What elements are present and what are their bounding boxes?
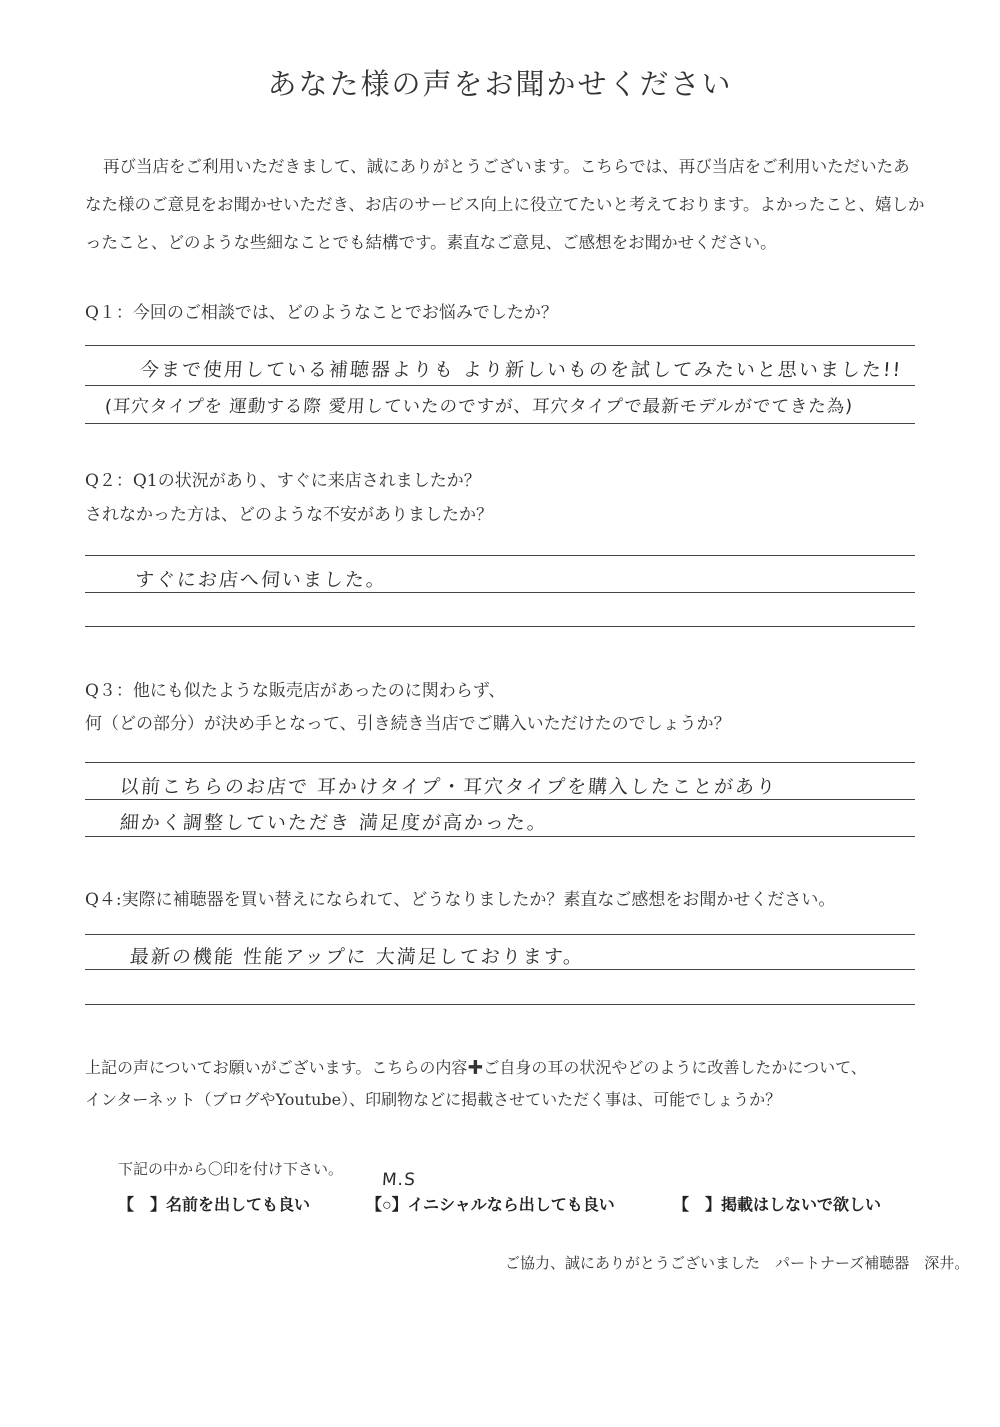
intro-paragraph: 再び当店をご利用いただきまして、誠にありがとうございます。こちらでは、再び当店をご利用いただいたあなた様のご意見をお聞かせいただき、お店のサービス向上に役立てたいと考えております。よかったこと、嬉しかったこと、どのような些細なことでも結構です。素直なご意見、ご感想をお聞かせください。	[85, 157, 925, 252]
thanks-signature: ご協力、誠にありがとうございました パートナーズ補聴器 深井。	[505, 1255, 970, 1272]
answer-4: 最新の機能 性能アップに 大満足しております。	[129, 946, 585, 968]
answer-line	[85, 626, 915, 627]
question-1: Q１：今回のご相談では、どのようなことでお悩みでしたか？	[85, 303, 558, 323]
option-bracket: 【 】	[673, 1197, 722, 1214]
answer-line	[85, 762, 915, 763]
answer-line	[85, 345, 915, 346]
answer-line	[85, 592, 915, 593]
option-no-publish[interactable]	[673, 1192, 881, 1215]
question-4: Q４:実際に補聴器を買い替えになられて、どうなりましたか？素直なご感想をお聞かせください。	[85, 890, 836, 910]
question-3: Q３：他にも似たような販売店があったのに関わらず、	[85, 681, 506, 701]
option-label: 掲載はしないで欲しい	[721, 1197, 882, 1214]
answer-line	[85, 1004, 915, 1005]
option-bracket-checked: 【○】	[366, 1197, 408, 1214]
consent-request-line-2: インターネット（ブログやYoutube）、印刷物などに掲載させていただく事は、可能でしょうか？	[85, 1090, 782, 1109]
option-initials-ok[interactable]	[366, 1192, 615, 1215]
answer-2: すぐにお店へ伺いました。	[134, 569, 388, 591]
answer-1-line-2: (耳穴タイプを 運動する際 愛用していたのですが、耳穴タイプで最新モデルがでてきた為)	[104, 397, 854, 417]
answer-line	[85, 969, 915, 970]
question-2: Q２：Q1の状況があり、すぐに来店されましたか？	[85, 471, 481, 491]
question-2-sub: されなかった方は、どのような不安がありましたか？	[85, 505, 493, 525]
answer-line	[85, 934, 915, 935]
answer-line	[85, 836, 915, 837]
option-label: 名前を出しても良い	[166, 1197, 311, 1214]
answer-line	[85, 385, 915, 386]
answer-line	[85, 799, 915, 800]
option-name-ok[interactable]	[118, 1192, 310, 1215]
handwritten-initials: M.S	[381, 1170, 417, 1190]
question-3-sub: 何（どの部分）が決め手となって、引き続き当店でご購入いただけたのでしょうか？	[85, 714, 731, 734]
instruction: 下記の中から〇印を付け下さい。	[118, 1161, 344, 1178]
consent-request-line-1: 上記の声についてお願いがございます。こちらの内容✚ご自身の耳の状況やどのように改善したかについて、	[85, 1058, 867, 1077]
answer-1-line-1: 今まで使用している補聴器よりも より新しいものを試してみたいと思いました!!	[139, 359, 903, 381]
answer-3-line-1: 以前こちらのお店で 耳かけタイプ・耳穴タイプを購入したことがあり	[119, 776, 778, 798]
answer-3-line-2: 細かく調整していただき 満足度が高かった。	[119, 812, 549, 834]
option-bracket: 【 】	[118, 1197, 167, 1214]
page-title: あなた様の声をお聞かせください	[267, 67, 733, 101]
option-label: イニシャルなら出しても良い	[407, 1197, 615, 1214]
answer-line	[85, 555, 915, 556]
answer-line	[85, 423, 915, 424]
